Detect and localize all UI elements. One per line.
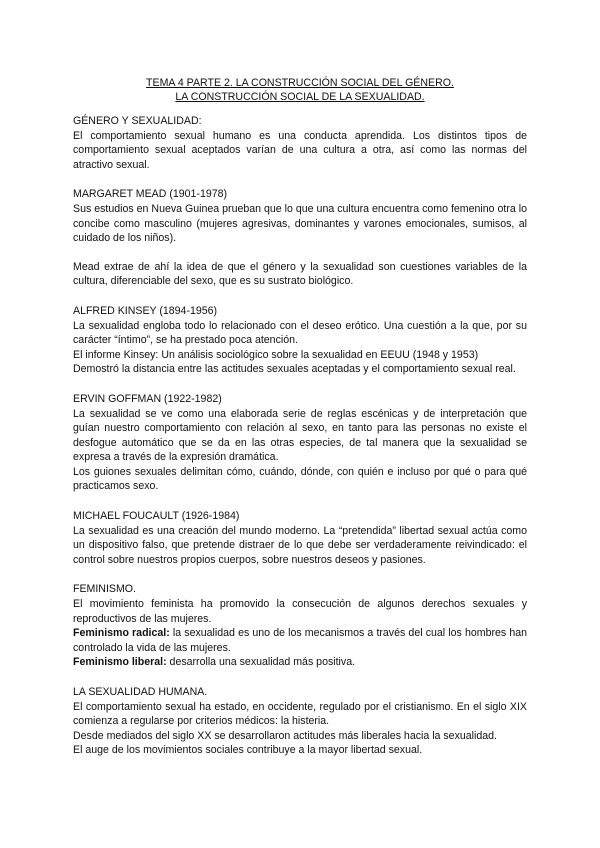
- section-alfred-kinsey: [73, 304, 527, 377]
- section-heading: MICHAEL FOUCAULT (1926-1984): [73, 510, 240, 523]
- paragraph: La sexualidad engloba todo lo relacionado con el deseo erótico. Una cuestión a la que, por su carácter “íntimo”, se ha prestado poca atención.: [73, 319, 527, 347]
- section-heading: FEMINISMO.: [73, 583, 136, 596]
- section-margaret-mead: [73, 187, 527, 289]
- section-genero-sexualidad: [73, 114, 527, 172]
- title-line-2: LA CONSTRUCCIÓN SOCIAL DE LA SEXUALIDAD.: [175, 91, 425, 103]
- paragraph: Demostró la distancia entre las actitudes sexuales aceptadas y el comportamiento sexual real.: [73, 363, 516, 376]
- document-title: [73, 76, 527, 104]
- title-line-1: TEMA 4 PARTE 2. LA CONSTRUCCIÓN SOCIAL DEL GÉNERO.: [146, 77, 454, 89]
- section-sexualidad-humana: [73, 685, 527, 758]
- paragraph: El comportamiento sexual ha estado, en occidente, regulado por el cristianismo. En el siglo XIX comienza a regularse por criterios médicos: la histeria.: [73, 700, 527, 728]
- paragraph: El auge de los movimientos sociales contribuye a la mayor libertad sexual.: [73, 744, 423, 757]
- paragraph: La sexualidad se ve como una elaborada serie de reglas escénicas y de interpretación que guían nuestro comportamiento con relación al sexo, en tanto para las personas no existe el desfogue automático que se da en las otras especies, de tal manera que la sexualidad se expresa a través de la expresión dramática.: [73, 407, 527, 464]
- section-michael-foucault: [73, 509, 527, 567]
- paragraph: El movimiento feminista ha promovido la consecución de algunos derechos sexuales y reproductivos de las mujeres.: [73, 598, 527, 625]
- section-heading: ALFRED KINSEY (1894-1956): [73, 304, 218, 317]
- document-body: [73, 114, 527, 773]
- paragraph: Mead extrae de ahí la idea de que el género y la sexualidad son cuestiones variables de la cultura, diferenciable del sexo, que es su sustrato biológico.: [73, 260, 527, 288]
- paragraph: Los guiones sexuales delimitan cómo, cuándo, dónde, con quién e incluso por qué o para qué practicamos sexo.: [73, 465, 527, 493]
- definition-term: Feminismo radical:: [73, 627, 170, 640]
- definition-term: Feminismo liberal:: [73, 656, 167, 669]
- section-heading: ERVIN GOFFMAN (1922-1982): [73, 392, 222, 405]
- section-heading: MARGARET MEAD (1901-1978): [73, 188, 228, 201]
- paragraph: El comportamiento sexual humano es una conducta aprendida. Los distintos tipos de comportamiento sexual aceptados varían de una cultura a otra, así como las normas del atractivo sexual.: [73, 129, 527, 171]
- definition-liberal: [73, 655, 527, 670]
- section-heading: LA SEXUALIDAD HUMANA.: [73, 686, 208, 698]
- paragraph: La sexualidad es una creación del mundo moderno. La “pretendida” libertad sexual actúa como un dispositivo falso, que pretende distraer de lo que debe ser verdaderamente reivindicado: el control sobre nuestros propios cuerpos, sobre nuestros deseos y pasiones.: [73, 524, 527, 566]
- section-ervin-goffman: [73, 392, 527, 494]
- paragraph: El informe Kinsey: Un análisis sociológico sobre la sexualidad en EEUU (1948 y 1953): [73, 348, 479, 361]
- paragraph: Sus estudios en Nueva Guinea prueban que lo que una cultura encuentra como femenino otra lo concibe como masculino (mujeres agresivas, dominantes y varones emocionales, sumisos, al cuidado de los niños).: [73, 202, 527, 245]
- definition-text: desarrolla una sexualidad más positiva.: [166, 656, 356, 669]
- definition-radical: [73, 626, 527, 655]
- section-heading: GÉNERO Y SEXUALIDAD:: [73, 115, 202, 127]
- paragraph: Desde mediados del siglo XX se desarrollaron actitudes más liberales hacia la sexualidad.: [73, 729, 497, 742]
- definition-text: la sexualidad es uno de los mecanismos a través del cual los hombres han controlado la vida de las mujeres.: [73, 627, 527, 654]
- section-feminismo: [73, 582, 527, 670]
